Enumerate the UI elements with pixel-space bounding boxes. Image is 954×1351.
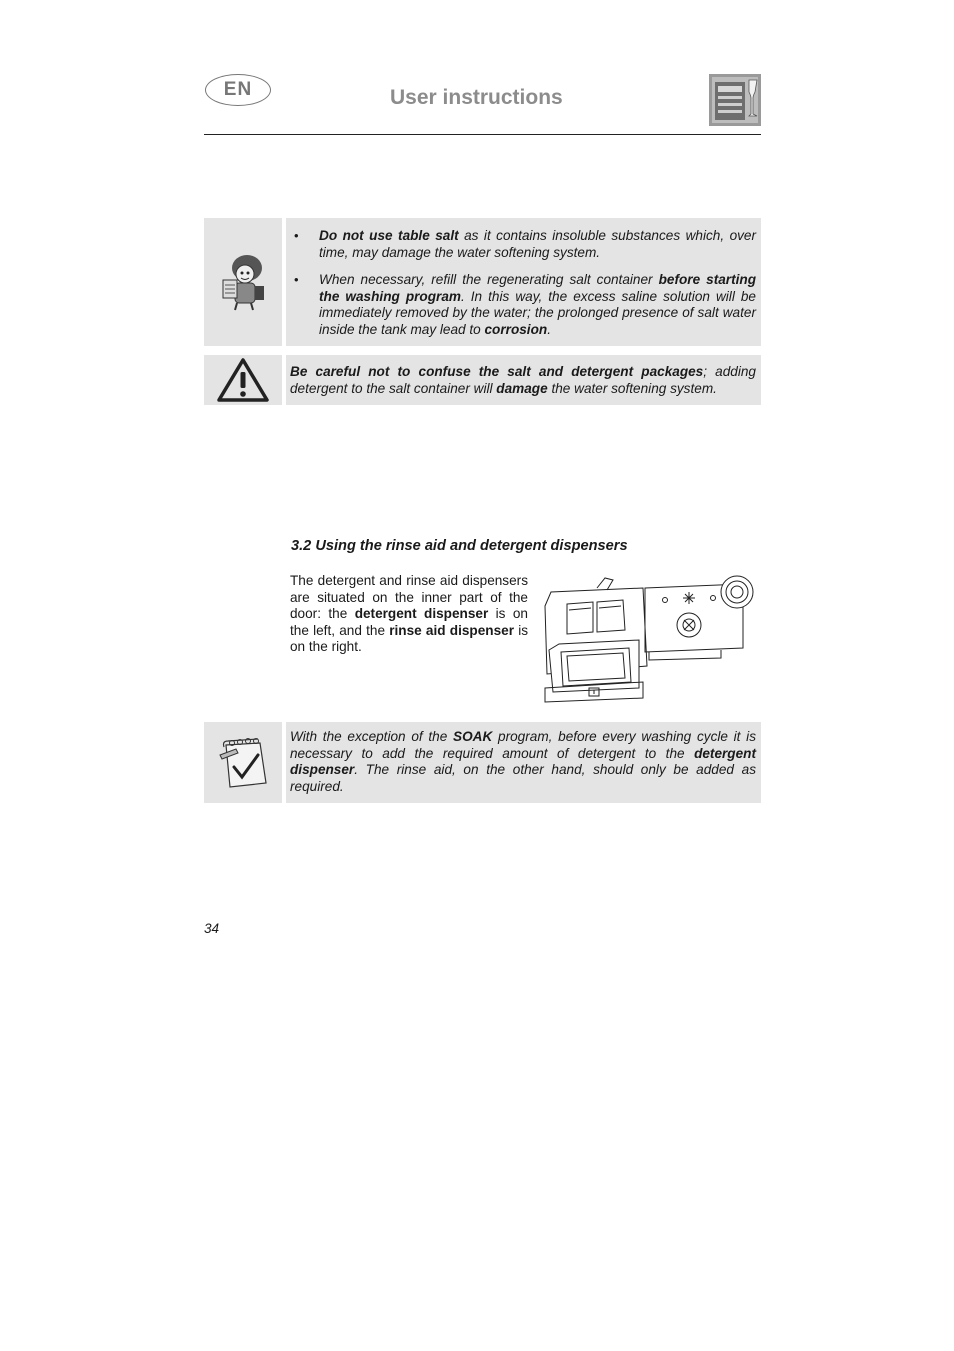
language-badge: EN [205,74,271,106]
emphasis-text: before starting the washing program [319,272,757,304]
body-text: When necessary, refill the regenerating salt container [319,272,659,288]
body-text: The detergent and rinse aid dispensers are situated on the inner part of the door: the [290,573,528,622]
body-text: the water softening system. [547,380,717,396]
body-text: With the exception of the [290,729,454,744]
header-divider [204,134,761,135]
emphasis-text: Be careful not to confuse the salt and detergent packages [290,364,704,379]
dishwasher-icon [709,74,761,126]
body-text: . The rinse aid, on the other hand, should only be added as required. [290,762,756,794]
page-title: User instructions [390,86,563,109]
warning-text [286,355,761,405]
warning-icon-cell [204,355,282,405]
bullet-icon: • [294,228,299,243]
dispenser-drawing [543,570,757,704]
section-paragraph [290,573,528,656]
body-text: ; adding detergent to the salt container will [290,364,756,396]
list-item [294,228,756,261]
emphasis-text: corrosion [484,321,548,337]
checklist-note-icon [216,735,270,791]
page-number: 34 [204,921,220,936]
warning-triangle-icon [217,358,269,402]
bullet-icon: • [294,272,299,288]
cartoon-tip-icon [217,252,269,312]
body-text: is on the left, and the [290,606,528,638]
note-icon-cell [204,722,282,803]
body-text: . In this way, the excess saline solution will be immediately removed by the water; the prolonged presence of salt water inside the tank may lead to [319,288,756,337]
body-text: as it contains insoluble substances which, over time, may damage the water softening system. [319,228,757,260]
emphasis-text: damage [496,380,548,396]
salt-note-text [286,218,761,346]
body-text: . [547,321,551,337]
tip-icon-cell [204,218,282,346]
emphasis-text: rinse aid dispenser [389,622,514,638]
emphasis-text: Do not use table salt [319,228,459,243]
body-text: program, before every washing cycle it is necessary to add the required amount of detergent to the [290,729,757,761]
emphasis-text: SOAK [453,729,493,744]
emphasis-text: detergent dispenser [290,745,756,778]
emphasis-text: detergent dispenser [354,606,489,622]
detergent-note-text [286,722,761,803]
body-text: is on the right. [290,622,529,655]
section-heading: 3.2 Using the rinse aid and detergent dispensers [291,538,628,554]
list-item [294,272,756,338]
